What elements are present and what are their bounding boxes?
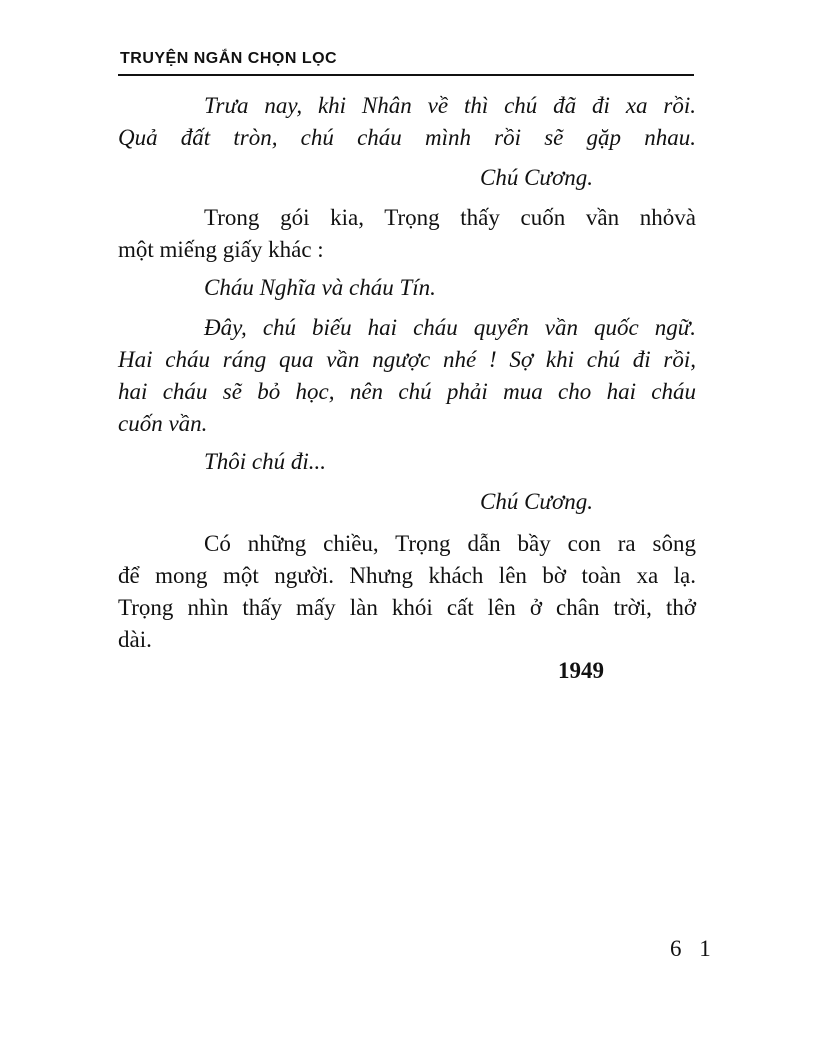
year: 1949 <box>558 658 604 683</box>
letter1-line: Trưa nay, khi Nhân về thì chú đã đi xa rồi. <box>204 93 696 118</box>
narration2-line: Có những chiều, Trọng dẫn bầy con ra sông <box>204 531 696 556</box>
letter2-salutation: Cháu Nghĩa và cháu Tín. <box>204 275 436 300</box>
narration2-line: Trọng nhìn thấy mấy làn khói cất lên ở chân trời, thở <box>118 595 696 620</box>
letter2-line: Hai cháu ráng qua vần ngược nhé ! Sợ khi chú đi rồi, <box>118 347 696 372</box>
letter2-line: cuốn vần. <box>118 411 208 436</box>
narration1-line: một miếng giấy khác : <box>118 237 324 262</box>
narration2-line: dài. <box>118 627 152 652</box>
running-header <box>118 48 694 76</box>
letter2-line: hai cháu sẽ bỏ học, nên chú phải mua cho hai cháu <box>118 379 696 404</box>
page-number: 6 1 <box>670 936 717 961</box>
letter2-line: Đây, chú biếu hai cháu quyển vần quốc ngữ. <box>204 315 696 340</box>
narration1-line: Trong gói kia, Trọng thấy cuốn vần nhỏvà <box>204 205 696 230</box>
narration2-line: để mong một người. Nhưng khách lên bờ toàn xa lạ. <box>118 563 696 588</box>
letter2-closing: Thôi chú đi... <box>204 449 327 474</box>
letter1-line: Quả đất tròn, chú cháu mình rồi sẽ gặp nhau. <box>118 125 696 150</box>
letter2-signature: Chú Cương. <box>480 489 594 514</box>
letter1-signature: Chú Cương. <box>480 165 594 190</box>
book-title: TRUYỆN NGẮN CHỌN LỌC <box>120 50 338 67</box>
